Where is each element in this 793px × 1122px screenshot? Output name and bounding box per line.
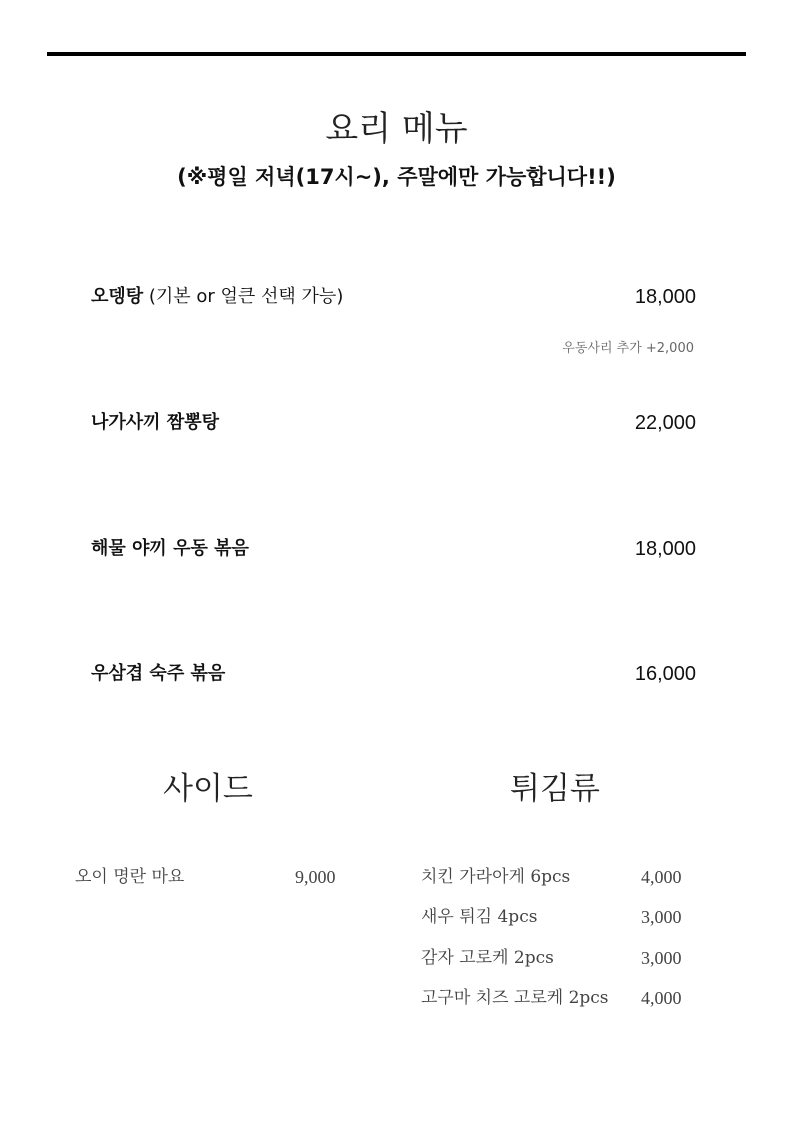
fried-item-price: 4,000 xyxy=(641,867,682,887)
fried-item-name: 치킨 가라아게 6pcs xyxy=(421,867,571,887)
fried-item-name: 감자 고로케 2pcs xyxy=(421,948,554,968)
menu-item-price: 18,000 xyxy=(634,286,696,308)
fried-item-price: 3,000 xyxy=(641,948,682,968)
menu-subtitle: (※평일 저녁(17시~), 주말에만 가능합니다!!) xyxy=(177,165,616,189)
menu-item-name: 해물 야끼 우동 볶음 xyxy=(91,538,249,559)
top-rule xyxy=(47,52,746,56)
menu-item-label: 오뎅탕 xyxy=(91,286,144,307)
side-item-price: 9,000 xyxy=(295,867,336,887)
menu-title: 요리 메뉴 xyxy=(325,109,468,149)
menu-item-name: 우삼겹 숙주 볶음 xyxy=(91,663,226,684)
fried-item-price: 4,000 xyxy=(641,988,682,1008)
side-item-name: 오이 명란 마요 xyxy=(75,867,185,887)
side-section-title: 사이드 xyxy=(163,771,253,807)
menu-item-price: 18,000 xyxy=(634,538,696,560)
menu-item-price: 22,000 xyxy=(634,412,696,434)
menu-item-name: 나가사끼 짬뽕탕 xyxy=(91,412,219,433)
fried-item-name: 고구마 치즈 고로케 2pcs xyxy=(421,988,609,1008)
menu-item-name xyxy=(91,284,343,310)
fried-item-price: 3,000 xyxy=(641,907,682,927)
menu-item-addon: 우동사리 추가 +2,000 xyxy=(562,341,694,356)
fried-section-title: 튀김류 xyxy=(510,771,600,807)
menu-item-price: 16,000 xyxy=(634,663,696,685)
menu-item-note: (기본 or 얼큰 선택 가능) xyxy=(143,286,344,307)
fried-item-name: 새우 튀김 4pcs xyxy=(421,907,538,927)
